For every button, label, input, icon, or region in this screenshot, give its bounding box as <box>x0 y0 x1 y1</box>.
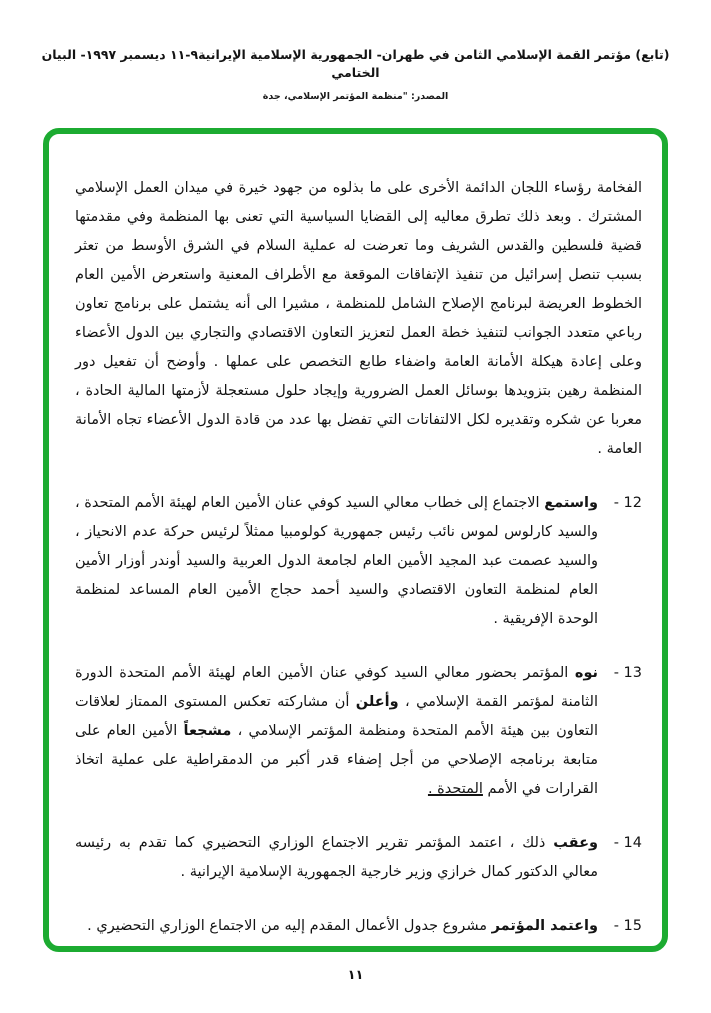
item-text-run: الأمين العام على متابعة برنامجه الإصلاحي من أجل إضفاء قدر أكبر من الدمقراطية على عملية اتخاذ القرارات في الأمم <box>75 723 598 797</box>
item-text-run: ذلك ، اعتمد المؤتمر تقرير الاجتماع الوزاري التحضيري كما تقدم به رئيسه معالي الدكتور كمال خرازي وزير خارجية الجمهورية الإسلامية الإيرانية . <box>75 835 598 880</box>
item-text-run: أن مشاركته تعكس المستوى الممتاز لعلاقات التعاون بين هيئة الأمم المتحدة ومنظمة المؤتمر الإسلامي ، <box>75 694 598 739</box>
item-text-run: المؤتمر بحضور معالي السيد كوفي عنان الأمين العام لهيئة الأمم المتحدة الدورة الثامنة لمؤتمر القمة الإسلامي ، <box>75 665 598 710</box>
green-border-frame <box>43 128 668 952</box>
item-number: 15 - <box>613 918 642 934</box>
continuation-paragraph: الفخامة رؤساء اللجان الدائمة الأخرى على ما بذلوه من جهود خيرة في ميدان العمل الإسلامي المشترك . وبعد ذلك تطرق معاليه إلى القضايا السياسية التي تعنى بها المنظمة وفي مقدمتها قضية فلسطين والقدس الشريف وما تعرضت له عملية السلام في الشرق الأوسط من تعثر بسبب تنصل إسرائيل من تنفيذ الإتفاقات الموقعة مع الأطراف المعنية واستعرض الأمين العام الخطوط العريضة لبرنامج الإصلاح الشامل للمنظمة ، مشيرا الى أنه يشتمل على برنامج تعاون رباعي متعدد الجوانب لتنفيذ خطة العمل لتعزيز التعاون الاقتصادي والتجاري بين الدول الأعضاء وعلى إعادة هيكلة الأمانة العامة واضفاء طابع التخصص على عملها . وأوضح أن تفعيل دور المنظمة رهين بتزويدها بوسائل العمل الضرورية وإيجاد حلول مستعجلة لأزمتها المالية الحادة ، معربا عن شكره وتقديره لكل الالتفاتات التي تفضل بها عدد من قادة الدول الأعضاء تجاه الأمانة العامة . <box>75 180 642 457</box>
item-text <box>75 829 598 887</box>
list-item-15 <box>75 912 642 941</box>
item-lead-word: واعتمد المؤتمر <box>491 918 598 934</box>
list-item-14 <box>75 829 642 887</box>
document-body <box>75 174 642 938</box>
item-text-run: الاجتماع إلى خطاب معالي السيد كوفي عنان الأمين العام لهيئة الأمم المتحدة ، والسيد كارلوس لموس نائب رئيس جمهورية كولومبيا ممثلاً لرئيس حركة عدم الانحياز ، والسيد عصمت عبد المجيد الأمين العام لجامعة الدول العربية والسيد أوندر أوزار الأمين العام لمنظمة التعاون الاقتصادي والسيد أحمد حجاج الأمين العام المساعد لمنظمة الوحدة الإفريقية . <box>75 495 598 627</box>
document-source: المصدر: "منظمة المؤتمر الإسلامي، جدة <box>262 91 449 102</box>
item-text <box>75 912 598 941</box>
item-bold-word: وأعلن <box>355 694 399 710</box>
list-item-12 <box>75 489 642 634</box>
page-header <box>0 46 711 102</box>
list-item-13 <box>75 659 642 804</box>
item-lead-word: واستمع <box>544 495 598 511</box>
item-lead-word: وعقب <box>553 835 598 851</box>
item-number: 13 - <box>613 665 642 681</box>
item-bold-word: مشجعاً <box>183 723 232 739</box>
item-text-run: مشروع جدول الأعمال المقدم إليه من الاجتماع الوزاري التحضيري . <box>87 918 492 934</box>
item-number: 14 - <box>613 835 642 851</box>
item-underlined-word: المتحدة . <box>427 781 483 797</box>
item-text <box>75 659 598 804</box>
page-number: ١١ <box>347 968 364 983</box>
item-lead-word: نوه <box>574 665 598 681</box>
item-number: 12 - <box>613 495 642 511</box>
item-text <box>75 489 598 634</box>
document-title: (تابع) مؤتمر القمة الإسلامي الثامن في طهران- الجمهورية الإسلامية الإيرانية٩-١١ ديسمبر ١٩٩٧- البيان الختامي <box>41 47 670 80</box>
